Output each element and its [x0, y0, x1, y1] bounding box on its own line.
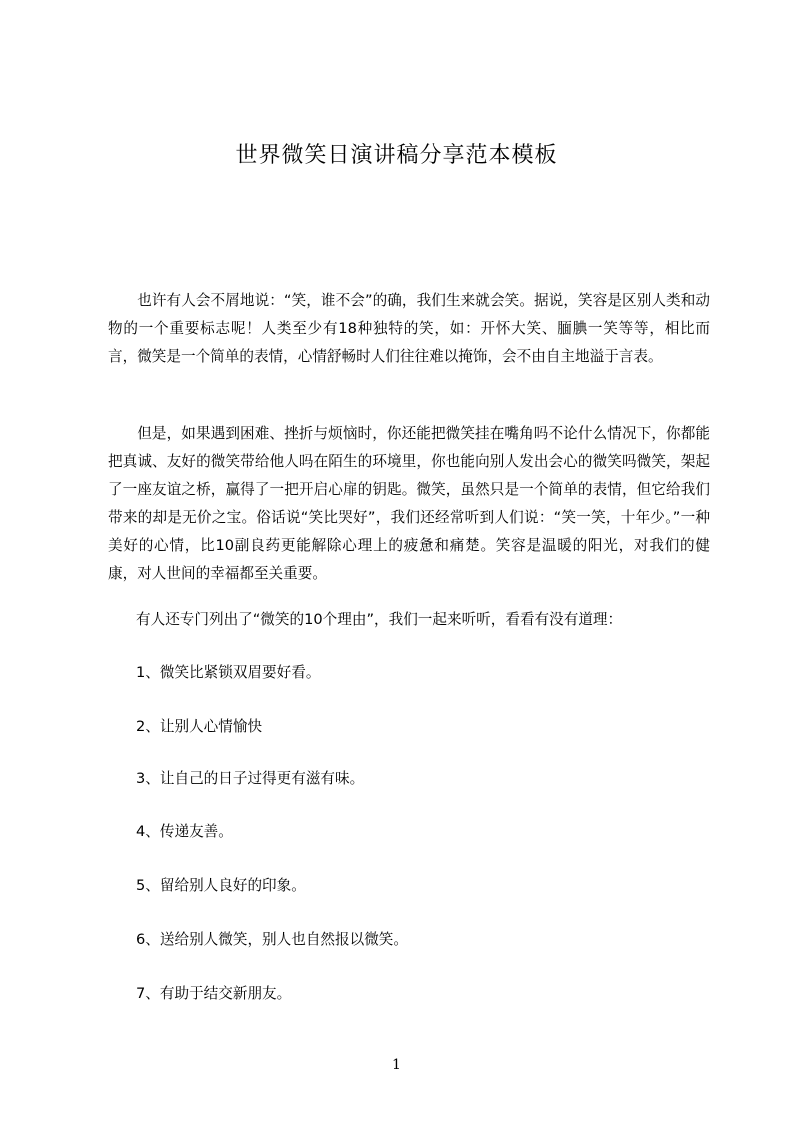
reason-item-7: 7、有助于结交新朋友。 — [136, 985, 292, 1002]
reason-item-1: 1、微笑比紧锁双眉要好看。 — [136, 664, 321, 681]
reason-item-6: 6、送给别人微笑，别人也自然报以微笑。 — [136, 931, 408, 948]
document-title: 世界微笑日演讲稿分享范本模板 — [235, 143, 558, 168]
reason-item-2: 2、让别人心情愉快 — [136, 718, 263, 735]
reason-item-5: 5、留给别人良好的印象。 — [136, 877, 306, 894]
page-number: 1 — [392, 1057, 401, 1073]
intro-line: 有人还专门列出了“微笑的10个理由”，我们一起来听听，看看有没有道理： — [136, 611, 623, 628]
reason-item-3: 3、让自己的日子过得更有滋有味。 — [136, 770, 365, 787]
reason-item-4: 4、传递友善。 — [136, 823, 233, 840]
paragraph-2: 但是，如果遇到困难、挫折与烦恼时，你还能把微笑挂在嘴角吗不论什么情况下，你都能把真诚、友好的微笑带给他人吗在陌生的环境里，你也能向别人发出会心的微笑吗微笑，架起了一座友谊之桥，赢得了一把开启心扉的钥匙。微笑，虽然只是一个简单的表情，但它给我们带来的却是无价之宝。俗话说“笑比哭好”，我们还经常听到人们说：“笑一笑，十年少。”一种美好的心情，比10副良药更能解除心理上的疲惫和痛楚。笑容是温暖的阳光，对我们的健康，对人世间的幸福都至关重要。 — [108, 425, 710, 582]
paragraph-1: 也许有人会不屑地说：“笑，谁不会”的确，我们生来就会笑。据说，笑容是区别人类和动物的一个重要标志呢！人类至少有18种独特的笑，如：开怀大笑、腼腆一笑等等，相比而言，微笑是一个简单的表情，心情舒畅时人们往往难以掩饰，会不由自主地溢于言表。 — [108, 292, 710, 365]
